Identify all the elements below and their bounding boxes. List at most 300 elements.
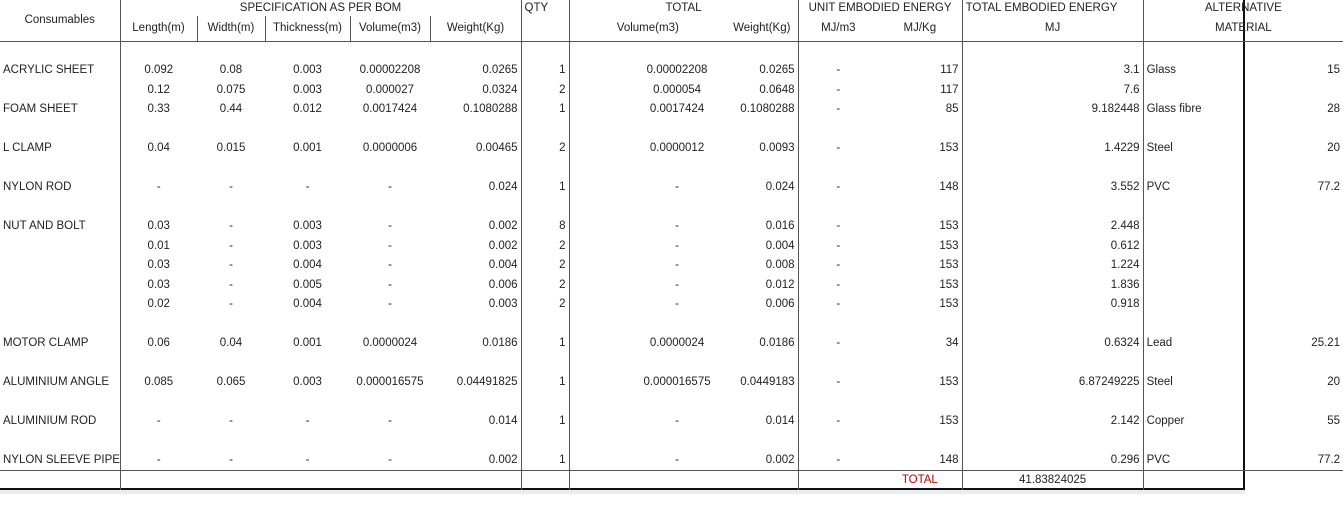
cell-qty: 2 [545,236,569,256]
cell-spacer [569,451,628,471]
cell-width [197,392,265,412]
cell-spacer [521,334,545,354]
cell-mjkg: 117 [878,61,962,81]
cell-width [197,353,265,373]
table-row [0,217,1343,237]
cell-mj: 3.1 [962,61,1143,81]
cell-tvol: 0.00002208 [646,64,708,77]
cell-mjkg: 153 [878,373,962,393]
cell-mjkg [878,314,962,334]
cell-width [197,314,265,334]
cell-tvol: - [675,259,679,272]
table-row [0,41,1343,61]
cell-thickness: 0.001 [293,337,322,350]
cell-spacer [521,275,545,295]
cell-mjkg: 153 [878,275,962,295]
cell-length [120,41,197,61]
cell-mjkg: 153 [878,256,962,276]
cell-alt [1143,275,1243,295]
cell-spacer [569,217,628,237]
cell-spacer [569,100,628,120]
cell-length [120,314,197,334]
cell-altval: 20 [1327,142,1341,155]
cell-name: FOAM SHEET [0,100,120,120]
cell-length [120,431,197,451]
cell-alt [1143,80,1243,100]
cell-twt: 0.012 [726,275,798,295]
cell-volume: 0.000027 [366,83,414,96]
cell-width: 0.065 [216,376,246,389]
cell-mjkg: 148 [878,178,962,198]
cell-mjkg [878,41,962,61]
cell-volume: - [388,278,392,291]
cell-width [197,158,265,178]
cell-mj: 0.612 [962,236,1143,256]
cell-weight: 0.024 [430,178,521,198]
cell-volume: - [388,259,392,272]
cell-length: 0.085 [144,376,174,389]
cell-tvol [628,431,726,451]
cell-spacer [521,353,545,373]
cell-volume: - [388,298,392,311]
header-total-weight: Weight(Kg) [726,16,798,41]
cell-spacer [569,373,628,393]
cell-weight [430,119,521,139]
cell-qty: 1 [545,334,569,354]
cell-width [197,119,265,139]
table-row [0,275,1343,295]
cell-tvol: - [675,220,679,233]
cell-volume: 0.00002208 [359,64,421,77]
cell-spacer [569,412,628,432]
table-row [0,61,1343,81]
cell-spacer [569,353,628,373]
cell-tvol: - [675,415,679,428]
cell-length: 0.02 [147,298,170,311]
cell-mjkg: 34 [878,334,962,354]
cell-mj [962,119,1143,139]
cell-twt: 0.004 [726,236,798,256]
cell-thickness: 0.004 [293,298,322,311]
cell-alt: PVC [1146,181,1171,194]
cell-thickness: 0.004 [293,259,322,272]
cell-volume [350,158,430,178]
cell-tvol [628,158,726,178]
cell-length [120,197,197,217]
table-row [0,80,1343,100]
cell-twt: 0.0449183 [726,373,798,393]
cell-alt [1143,353,1243,373]
cell-length [120,158,197,178]
cell-weight [430,431,521,451]
cell-alt [1143,314,1243,334]
cell-mjkg [878,392,962,412]
cell-name [0,236,120,256]
cell-mjm3: - [836,259,841,272]
table-row [0,100,1343,120]
cell-mjm3: - [836,83,841,96]
cell-thickness [265,158,350,178]
cell-name: NYLON ROD [0,178,120,198]
table-row [0,178,1343,198]
cell-altval [1243,353,1343,373]
cell-tvol: 0.0017424 [649,103,705,116]
cell-width: 0.44 [219,103,243,116]
cell-length: 0.03 [147,278,170,291]
cell-weight: 0.1080288 [430,100,521,120]
cell-twt: 0.0093 [726,139,798,159]
cell-name: MOTOR CLAMP [0,334,120,354]
sheet-bottom-strip [0,490,1245,494]
cell-mjm3: - [836,337,841,350]
table-body [0,41,1343,470]
cell-alt [1143,119,1243,139]
cell-mjm3: - [836,415,841,428]
table-row [0,392,1343,412]
cell-spacer [569,392,628,412]
cell-width: 0.08 [219,64,243,77]
cell-thickness: - [305,415,310,428]
cell-mj [962,158,1143,178]
cell-spacer [569,178,628,198]
cell-twt [726,197,798,217]
cell-length: 0.06 [147,337,170,350]
cell-qty: 1 [545,412,569,432]
cell-spacer [569,80,628,100]
cell-qty: 1 [545,61,569,81]
cell-spacer [569,334,628,354]
cell-length [120,392,197,412]
cell-mj: 2.448 [962,217,1143,237]
cell-mjkg [878,119,962,139]
table-row [0,373,1343,393]
table-row [0,334,1343,354]
cell-width: - [229,415,233,428]
cell-name [0,80,120,100]
cell-mj [962,197,1143,217]
cell-qty: 1 [545,451,569,471]
cell-spacer [521,451,545,471]
cell-weight: 0.004 [430,256,521,276]
cell-altval: 28 [1327,103,1341,116]
cell-name [0,314,120,334]
cell-twt: 0.014 [726,412,798,432]
cell-weight: 0.002 [430,451,521,471]
cell-alt [1143,217,1243,237]
cell-twt: 0.008 [726,256,798,276]
cell-weight: 0.0186 [430,334,521,354]
cell-spacer [569,295,628,315]
cell-tvol: 0.000016575 [643,376,711,389]
total-value: 41.83824025 [962,470,1143,490]
table-row [0,451,1343,471]
cell-mj: 1.224 [962,256,1143,276]
cell-weight [430,314,521,334]
cell-spacer [569,61,628,81]
cell-mjm3: - [836,103,841,116]
cell-volume [350,314,430,334]
cell-length: - [156,454,161,466]
cell-name [0,256,120,276]
header-unit-energy-group: UNIT EMBODIED ENERGY [798,0,962,16]
cell-mjm3: - [836,181,841,194]
cell-name [0,41,120,61]
cell-alt: Glass [1146,64,1176,77]
cell-spacer [521,41,545,61]
cell-qty: 2 [545,275,569,295]
cell-length: 0.03 [147,220,170,233]
cell-spacer [521,412,545,432]
table-row [0,412,1343,432]
cell-volume [350,41,430,61]
cell-spacer [569,314,628,334]
table-row [0,314,1343,334]
cell-thickness: 0.012 [293,103,322,116]
cell-mjkg: 153 [878,295,962,315]
cell-alt: Copper [1146,415,1185,428]
cell-twt: 0.0265 [726,61,798,81]
cell-mjm3 [798,197,878,217]
cell-altval [1243,80,1343,100]
cell-mj: 3.552 [962,178,1143,198]
cell-weight: 0.006 [430,275,521,295]
cell-spacer [521,431,545,451]
cell-mj [962,392,1143,412]
cell-volume: - [388,415,392,428]
cell-tvol [628,353,726,373]
cell-mj: 6.87249225 [962,373,1143,393]
header-mj-m3: MJ/m3 [798,16,878,41]
cell-alt [1143,295,1243,315]
header-total-group: TOTAL [569,0,798,16]
cell-tvol: - [675,454,679,466]
cell-tvol: 0.0000024 [649,337,705,350]
cell-spacer [569,158,628,178]
cell-mjkg: 153 [878,217,962,237]
header-width: Width(m) [197,16,265,41]
cell-spacer [521,314,545,334]
cell-thickness: 0.003 [293,220,322,233]
cell-volume [350,392,430,412]
cell-weight: 0.002 [430,217,521,237]
cell-qty [545,314,569,334]
cell-length: - [156,415,161,428]
cell-twt: 0.0648 [726,80,798,100]
cell-mj [962,353,1143,373]
cell-name [0,158,120,178]
cell-altval [1243,197,1343,217]
cell-mjm3 [798,314,878,334]
cell-thickness: - [305,454,310,466]
table-row [0,236,1343,256]
cell-mj: 9.182448 [962,100,1143,120]
cell-thickness [265,392,350,412]
cell-thickness [265,41,350,61]
cell-altval: 25.21 [1311,337,1341,350]
cell-mjm3 [798,41,878,61]
header-mj: MJ [962,16,1143,41]
cell-mjkg: 85 [878,100,962,120]
cell-altval [1243,295,1343,315]
cell-tvol: - [675,239,679,252]
cell-weight: 0.003 [430,295,521,315]
cell-mj [962,431,1143,451]
table-row [0,139,1343,159]
cell-spacer [521,217,545,237]
cell-spacer [521,392,545,412]
cell-twt [726,158,798,178]
cell-spacer [521,119,545,139]
cell-alt: Steel [1146,376,1173,389]
cell-thickness: - [305,181,310,194]
cell-thickness [265,119,350,139]
cell-mjkg: 153 [878,236,962,256]
cell-mjm3: - [836,376,841,389]
cell-altval: 15 [1327,64,1341,77]
cell-alt [1143,197,1243,217]
cell-qty: 1 [545,373,569,393]
cell-mjkg [878,431,962,451]
cell-twt [726,119,798,139]
cell-mjkg [878,353,962,373]
cell-spacer [521,158,545,178]
cell-mjkg: 148 [878,451,962,471]
cell-volume [350,431,430,451]
cell-qty [545,158,569,178]
cell-thickness [265,314,350,334]
cell-twt [726,392,798,412]
cell-alt: Lead [1146,337,1173,350]
cell-altval: 20 [1327,376,1341,389]
total-label: TOTAL [878,470,962,490]
cell-qty [545,392,569,412]
table-row [0,158,1343,178]
cell-mjkg: 153 [878,139,962,159]
cell-qty: 1 [545,100,569,120]
cell-weight [430,353,521,373]
cell-altval [1243,314,1343,334]
cell-tvol: - [675,181,679,194]
cell-tvol [628,41,726,61]
cell-twt [726,41,798,61]
cell-length [120,353,197,373]
cell-mj [962,41,1143,61]
cell-tvol: 0.000054 [653,83,702,96]
cell-weight: 0.00465 [430,139,521,159]
cell-spacer [521,80,545,100]
cell-mjkg [878,197,962,217]
cell-mjm3: - [836,278,841,291]
cell-qty [545,431,569,451]
cell-width: - [229,298,233,311]
cell-mj [962,314,1143,334]
cell-qty [545,197,569,217]
cell-altval [1243,158,1343,178]
cell-name: ACRYLIC SHEET [0,61,120,81]
cell-qty: 2 [545,295,569,315]
table-row [0,119,1343,139]
table-row [0,295,1343,315]
cell-thickness [265,353,350,373]
cell-qty [545,119,569,139]
cell-qty: 2 [545,80,569,100]
cell-qty [545,353,569,373]
total-row [0,470,1343,490]
cell-thickness: 0.003 [293,376,322,389]
cell-altval: 77.2 [1317,454,1341,466]
cell-length: 0.03 [147,259,170,272]
cell-weight [430,392,521,412]
cell-length: 0.33 [147,103,170,116]
cell-name [0,431,120,451]
cell-mj: 2.142 [962,412,1143,432]
cell-width [197,41,265,61]
cell-spacer [569,119,628,139]
cell-twt: 0.002 [726,451,798,471]
cell-tvol [628,197,726,217]
cell-volume: 0.0000006 [362,142,418,155]
cell-twt: 0.016 [726,217,798,237]
cell-thickness: 0.003 [293,64,322,77]
header-qty-blank [521,16,569,41]
cell-twt [726,353,798,373]
header-row-1 [0,0,1343,16]
header-material: MATERIAL [1143,16,1343,41]
cell-qty: 8 [545,217,569,237]
cell-twt [726,314,798,334]
cell-altval [1243,392,1343,412]
cell-mjm3: - [836,64,841,77]
header-row-2 [0,16,1343,41]
cell-mjm3 [798,431,878,451]
cell-mjkg: 153 [878,412,962,432]
cell-volume: 0.0017424 [362,103,418,116]
cell-spacer [521,61,545,81]
header-consumables: Consumables [0,0,120,41]
cell-spacer [521,139,545,159]
table-row [0,197,1343,217]
cell-weight [430,41,521,61]
cell-alt [1143,158,1243,178]
cell-mjm3: - [836,239,841,252]
cell-mjm3 [798,158,878,178]
cell-altval [1243,41,1343,61]
cell-mj: 0.6324 [962,334,1143,354]
cell-length: - [156,181,161,194]
cell-tvol: 0.0000012 [649,142,705,155]
cell-spacer [521,100,545,120]
cell-altval [1243,217,1343,237]
cell-width: 0.015 [216,142,246,155]
cell-name: ALUMINIUM ROD [0,412,120,432]
cell-spacer [521,295,545,315]
cell-name: NUT AND BOLT [0,217,120,237]
cell-mjm3 [798,119,878,139]
cell-alt: Glass fibre [1146,103,1202,116]
header-weight: Weight(Kg) [430,16,521,41]
cell-name [0,197,120,217]
cell-spacer [569,197,628,217]
header-thickness: Thickness(m) [265,16,350,41]
cell-volume: - [388,220,392,233]
cell-spacer [569,431,628,451]
cell-length: 0.04 [147,142,170,155]
cell-alt [1143,392,1243,412]
cell-weight: 0.0265 [430,61,521,81]
cell-name [0,392,120,412]
cell-width: - [229,239,233,252]
cell-altval [1243,256,1343,276]
